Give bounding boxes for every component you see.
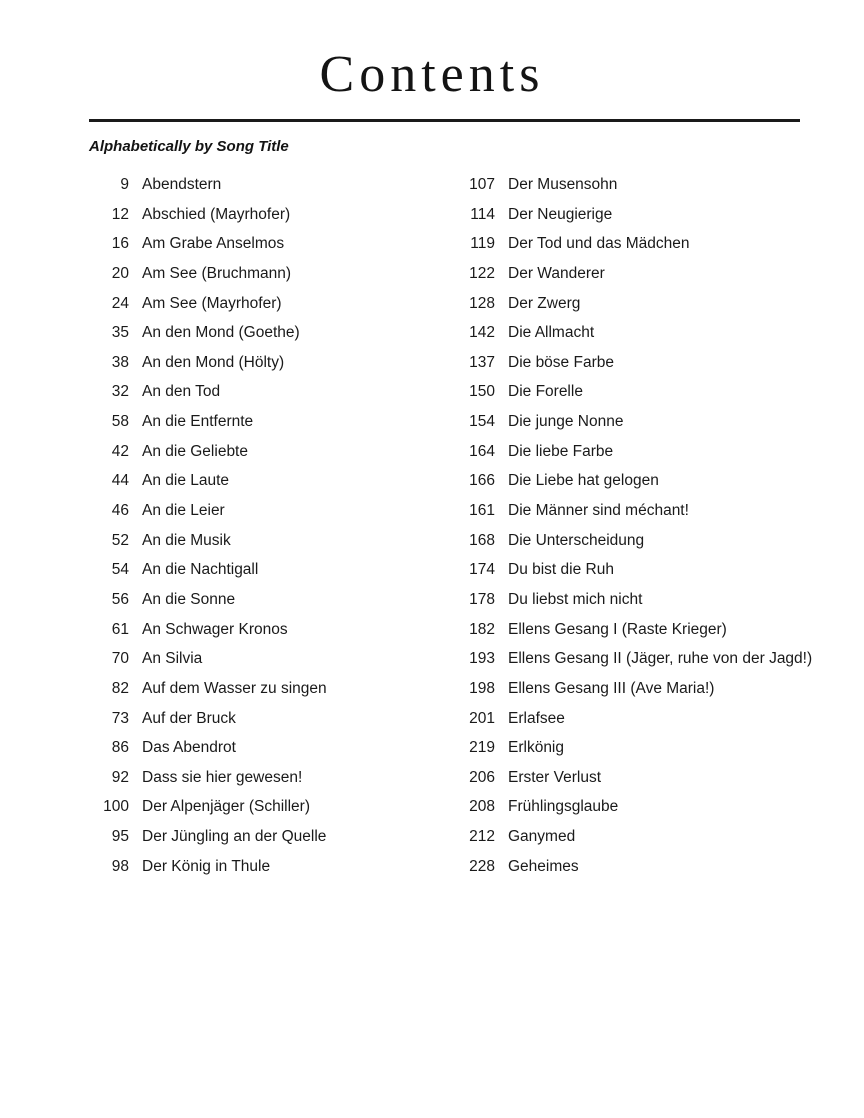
entry-song-title: Der Alpenjäger (Schiller) xyxy=(142,798,310,816)
entry-song-title: Am See (Bruchmann) xyxy=(142,264,292,282)
toc-entry xyxy=(455,472,855,502)
entry-song-title: Du bist die Ruh xyxy=(508,561,614,579)
entry-song-title: An den Mond (Goethe) xyxy=(142,324,300,342)
entry-song-title: Erster Verlust xyxy=(508,768,602,786)
toc-entry xyxy=(455,561,855,591)
entry-page-number: 219 xyxy=(469,739,495,757)
toc-entry xyxy=(89,235,449,265)
entry-page-number: 9 xyxy=(120,176,129,193)
entry-song-title: An Silvia xyxy=(142,650,203,668)
entry-page-number: 73 xyxy=(111,709,129,727)
entry-page-number: 128 xyxy=(469,294,495,312)
toc-entry xyxy=(89,472,449,502)
entry-song-title: Geheimes xyxy=(508,857,579,875)
toc-entry xyxy=(455,591,855,621)
entry-page-number: 198 xyxy=(469,679,495,697)
entry-page-number: 95 xyxy=(111,828,129,846)
entry-song-title: Ganymed xyxy=(508,828,576,846)
entry-song-title: Erlafsee xyxy=(508,709,565,727)
entry-page-number: 178 xyxy=(469,590,495,608)
entry-page-number: 150 xyxy=(469,383,495,401)
entry-song-title: An die Entfernte xyxy=(142,413,254,431)
entry-song-title: An die Musik xyxy=(142,531,231,549)
entry-page-number: 208 xyxy=(469,798,495,816)
toc-entry xyxy=(89,443,449,473)
toc-entry xyxy=(455,798,855,828)
entry-song-title: Am Grabe Anselmos xyxy=(142,235,285,253)
toc-entry xyxy=(455,502,855,532)
entry-page-number: 119 xyxy=(470,235,495,253)
entry-page-number: 35 xyxy=(111,324,129,342)
toc-entry xyxy=(89,769,449,799)
entry-song-title: Abschied (Mayrhofer) xyxy=(142,205,291,223)
toc-entry xyxy=(455,413,855,443)
toc-entry xyxy=(455,324,855,354)
entry-song-title: Die liebe Farbe xyxy=(508,442,614,460)
toc-entry xyxy=(455,769,855,799)
entry-page-number: 92 xyxy=(111,768,129,786)
toc-column-right xyxy=(455,176,855,887)
entry-page-number: 42 xyxy=(111,442,129,460)
toc-entry xyxy=(455,295,855,325)
entry-song-title: Die junge Nonne xyxy=(508,413,624,431)
entry-song-title: Der Jüngling an der Quelle xyxy=(142,828,327,846)
entry-song-title: An Schwager Kronos xyxy=(142,620,288,638)
toc-entry xyxy=(89,591,449,621)
entry-page-number: 122 xyxy=(469,264,495,282)
entry-song-title: An die Geliebte xyxy=(142,442,248,460)
entry-page-number: 44 xyxy=(111,472,129,490)
entry-page-number: 212 xyxy=(469,828,495,846)
toc-entry xyxy=(455,828,855,858)
toc-entry xyxy=(455,650,855,680)
entry-song-title: An die Nachtigall xyxy=(142,561,259,579)
toc-entry xyxy=(89,858,449,888)
toc-entry xyxy=(455,206,855,236)
divider-rule xyxy=(89,119,800,122)
entry-song-title: Erlkönig xyxy=(508,739,564,757)
entry-page-number: 61 xyxy=(111,620,129,638)
entry-song-title: Du liebst mich nicht xyxy=(508,590,643,608)
toc-entry xyxy=(455,858,855,888)
entry-page-number: 24 xyxy=(111,294,129,312)
toc-entry xyxy=(89,798,449,828)
toc-entry xyxy=(89,324,449,354)
toc-entry xyxy=(455,710,855,740)
entry-page-number: 161 xyxy=(469,502,495,520)
entry-page-number: 228 xyxy=(469,857,495,875)
entry-song-title: An die Leier xyxy=(142,502,225,520)
entry-page-number: 201 xyxy=(469,709,495,727)
entry-page-number: 54 xyxy=(111,561,129,579)
entry-page-number: 182 xyxy=(469,620,495,638)
entry-song-title: Dass sie hier gewesen! xyxy=(142,768,303,786)
entry-page-number: 86 xyxy=(111,739,129,757)
toc-entry xyxy=(89,413,449,443)
toc-entry xyxy=(89,650,449,680)
entry-page-number: 12 xyxy=(111,205,129,223)
toc-entry xyxy=(455,532,855,562)
entry-song-title: Der Tod und das Mädchen xyxy=(508,235,690,253)
toc-entry xyxy=(455,739,855,769)
toc-entry xyxy=(455,680,855,710)
entry-page-number: 206 xyxy=(469,768,495,786)
entry-page-number: 32 xyxy=(111,383,129,401)
toc-entry xyxy=(89,265,449,295)
entry-page-number: 100 xyxy=(103,798,129,816)
entry-page-number: 154 xyxy=(469,413,495,431)
toc-entry xyxy=(89,532,449,562)
entry-page-number: 166 xyxy=(469,472,495,490)
entry-song-title: Ellens Gesang III (Ave Maria!) xyxy=(508,679,715,697)
entry-page-number: 16 xyxy=(111,235,129,253)
entry-page-number: 58 xyxy=(111,413,129,431)
entry-page-number: 114 xyxy=(470,205,495,223)
entry-song-title: Der Zwerg xyxy=(508,294,581,312)
entry-page-number: 70 xyxy=(111,650,129,668)
toc-entry xyxy=(455,235,855,265)
toc-entry xyxy=(455,354,855,384)
page-title: Contents xyxy=(319,46,545,103)
entry-page-number: 193 xyxy=(469,650,495,668)
toc-entry xyxy=(455,383,855,413)
entry-song-title: Die böse Farbe xyxy=(508,353,614,371)
entry-page-number: 82 xyxy=(111,679,129,697)
entry-song-title: Der Wanderer xyxy=(508,264,605,282)
toc-entry xyxy=(89,295,449,325)
entry-page-number: 52 xyxy=(111,531,129,549)
entry-song-title: Abendstern xyxy=(142,176,222,193)
entry-song-title: Ellens Gesang I (Raste Krieger) xyxy=(508,620,727,638)
entry-song-title: Die Männer sind méchant! xyxy=(508,502,689,520)
entry-song-title: Am See (Mayrhofer) xyxy=(142,294,282,312)
toc-entry xyxy=(455,265,855,295)
entry-page-number: 46 xyxy=(111,502,129,520)
entry-song-title: Frühlingsglaube xyxy=(508,798,619,816)
toc-entry xyxy=(455,176,855,206)
toc-entry xyxy=(89,621,449,651)
entry-song-title: An die Sonne xyxy=(142,590,236,608)
toc-entry xyxy=(455,621,855,651)
entry-song-title: Die Forelle xyxy=(508,383,583,401)
entry-song-title: Ellens Gesang II (Jäger, ruhe von der Jagd!) xyxy=(508,650,813,668)
entry-page-number: 56 xyxy=(111,590,129,608)
entry-song-title: An den Tod xyxy=(142,383,221,401)
toc-entry xyxy=(89,710,449,740)
toc-entry xyxy=(89,561,449,591)
toc-entry xyxy=(89,739,449,769)
toc-entry xyxy=(89,354,449,384)
entry-song-title: An die Laute xyxy=(142,472,230,490)
toc-entry xyxy=(89,828,449,858)
entry-song-title: Auf der Bruck xyxy=(142,709,236,727)
toc-entry xyxy=(89,383,449,413)
entry-song-title: Die Liebe hat gelogen xyxy=(508,472,659,490)
entry-page-number: 174 xyxy=(469,561,495,579)
entry-song-title: Der Neugierige xyxy=(508,205,613,223)
entry-song-title: Der König in Thule xyxy=(142,857,271,875)
toc-entry xyxy=(455,443,855,473)
sort-mode-label: Alphabetically by Song Title xyxy=(89,138,289,155)
toc-column-left xyxy=(89,176,449,887)
entry-song-title: An den Mond (Hölty) xyxy=(142,353,285,371)
entry-page-number: 168 xyxy=(469,531,495,549)
entry-page-number: 107 xyxy=(469,176,495,193)
entry-page-number: 142 xyxy=(469,324,495,342)
entry-page-number: 20 xyxy=(111,264,129,282)
entry-page-number: 164 xyxy=(469,442,495,460)
entry-song-title: Die Allmacht xyxy=(508,324,595,342)
toc-entry xyxy=(89,176,449,206)
entry-song-title: Die Unterscheidung xyxy=(508,531,645,549)
entry-page-number: 98 xyxy=(111,857,129,875)
entry-page-number: 38 xyxy=(111,353,129,371)
entry-song-title: Der Musensohn xyxy=(508,176,618,193)
toc-entry xyxy=(89,206,449,236)
toc-entry xyxy=(89,502,449,532)
toc-entry xyxy=(89,680,449,710)
entry-song-title: Das Abendrot xyxy=(142,739,236,757)
entry-page-number: 137 xyxy=(469,353,495,371)
entry-song-title: Auf dem Wasser zu singen xyxy=(142,679,327,697)
